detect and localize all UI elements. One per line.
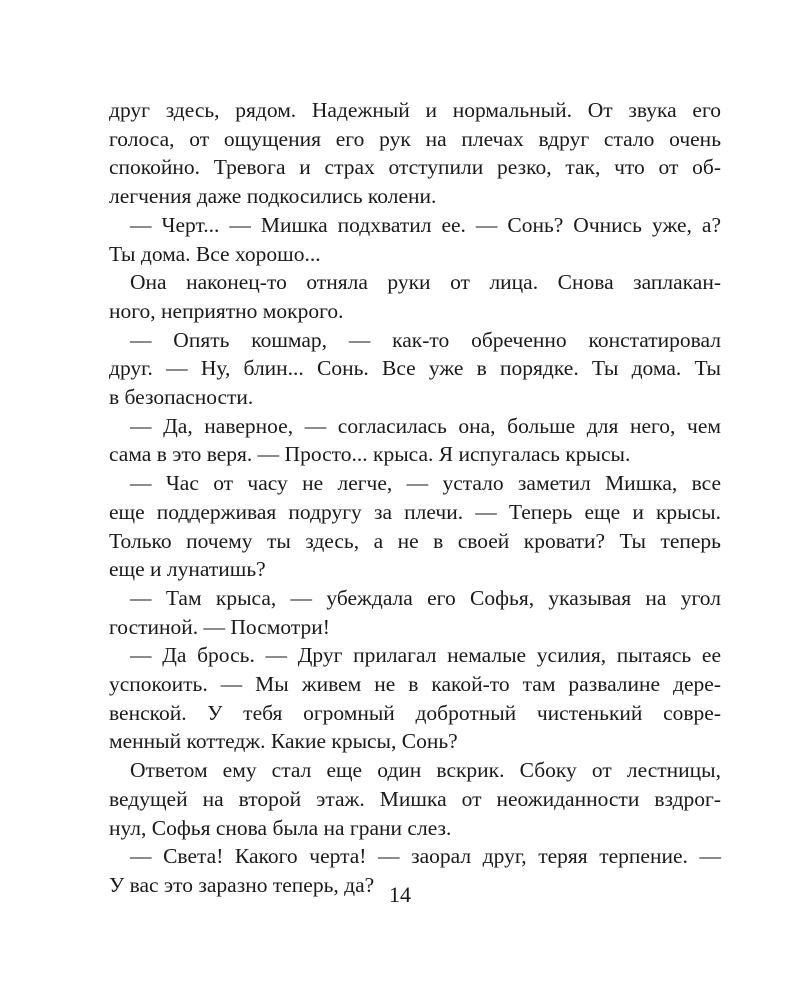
text-line: Ответом ему стал еще один вскрик. Сбоку от лестницы, — [130, 758, 721, 783]
text-line: — Да, наверное, — согласилась она, больше для него, чем — [130, 413, 721, 438]
text-line: венской. У тебя огромный добротный чистенький совре- — [109, 700, 721, 725]
text-line: друг. — Ну, блин... Сонь. Все уже в порядке. Ты дома. Ты — [109, 356, 721, 381]
text-line: менный коттедж. Какие крысы, Сонь? — [109, 729, 458, 754]
text-line: — Света! Какого черта! — заорал друг, теряя терпение. — — [130, 844, 721, 869]
text-line: — Опять кошмар, — как-то обреченно констатировал — [130, 327, 721, 352]
text-line: голоса, от ощущения его рук на плечах вдруг стало очень — [109, 126, 721, 151]
text-line: ведущей на второй этаж. Мишка от неожиданности вздрог- — [109, 786, 721, 811]
text-line: — Да брось. — Друг прилагал немалые усилия, пытаясь ее — [130, 643, 721, 668]
text-line: успокоить. — Мы живем не в какой-то там развалине дере- — [109, 672, 721, 697]
page-number: 14 — [389, 882, 411, 907]
text-line: спокойно. Тревога и страх отступили резко, так, что от об- — [109, 155, 721, 180]
text-line: ного, неприятно мокрого. — [109, 298, 344, 323]
text-line: — Черт... — Мишка подхватил ее. — Сонь? Очнись уже, а? — [130, 212, 721, 237]
text-line: еще поддерживая подругу за плечи. — Теперь еще и крысы. — [109, 499, 721, 524]
text-line: Она наконец-то отняла руки от лица. Снова заплакан- — [130, 270, 721, 295]
text-line: в безопасности. — [109, 385, 254, 410]
text-line: — Там крыса, — убеждала его Софья, указывая на угол — [130, 585, 721, 610]
text-line: гостиной. — Посмотри! — [109, 614, 330, 639]
text-line: еще и лунатишь? — [109, 557, 266, 582]
text-line: Ты дома. Все хорошо... — [109, 241, 321, 266]
text-line: — Час от часу не легче, — устало заметил Мишка, все — [130, 471, 721, 496]
text-line: У вас это заразно теперь, да? — [109, 872, 375, 897]
text-line: нул, Софья снова была на грани слез. — [109, 815, 452, 840]
text-line: друг здесь, рядом. Надежный и нормальный. От звука его — [109, 98, 721, 122]
text-line: сама в это веря. — Просто... крыса. Я испугалась крысы. — [109, 442, 631, 467]
body-text — [109, 96, 721, 900]
text-line: Только почему ты здесь, а не в своей кровати? Ты теперь — [109, 528, 721, 553]
text-line: легчения даже подкосились колени. — [109, 184, 437, 209]
